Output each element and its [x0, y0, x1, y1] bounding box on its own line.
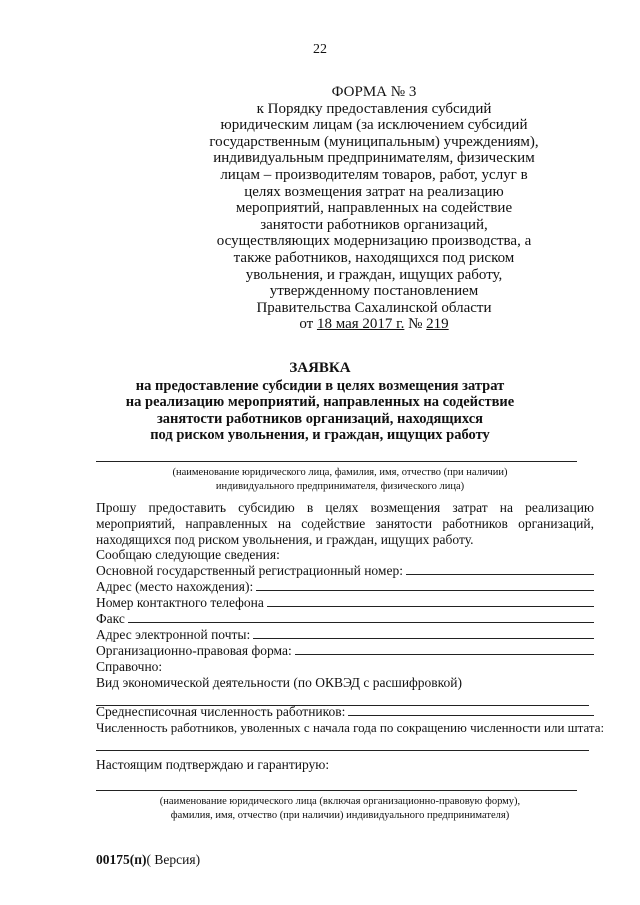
resolution-line — [200, 316, 548, 333]
form-header — [200, 84, 548, 333]
header-line: юридическим лицам (за исключением субсидий — [220, 117, 528, 134]
okved-label: Вид экономической деятельности (по ОКВЭД с расшифровкой) — [96, 675, 463, 690]
document-code: 00175(п) — [96, 852, 147, 867]
signature-line[interactable] — [96, 790, 577, 791]
info-intro: Сообщаю следующие сведения: — [96, 547, 280, 562]
headcount-field[interactable] — [96, 704, 594, 720]
reference-label: Справочно: — [96, 659, 163, 674]
ogrn-field[interactable] — [96, 563, 594, 579]
header-line: утвержденному постановлением — [269, 283, 479, 300]
application-title: ЗАЯВКА — [289, 360, 351, 376]
phone-field[interactable] — [96, 595, 594, 611]
caption-line: (наименование юридического лица (включая организационно-правовую форму), — [159, 796, 521, 807]
header-line: мероприятий, направленных на содействие — [235, 200, 513, 217]
resolution-number: 219 — [426, 316, 449, 333]
footer — [96, 852, 200, 868]
headcount-label: Среднесписочная численность работников: — [96, 704, 346, 719]
subtitle-line: на реализацию мероприятий, направленных на содействие — [125, 394, 515, 411]
address-field[interactable] — [96, 579, 594, 595]
header-line: к Порядку предоставления субсидий — [256, 100, 492, 117]
subtitle-line: на предоставление субсидии в целях возмещения затрат — [135, 378, 505, 394]
address-input-line[interactable] — [256, 579, 594, 591]
legal-form-input-line[interactable] — [295, 643, 594, 655]
header-line: увольнения, и граждан, ищущих работу, — [245, 266, 503, 283]
address-label: Адрес (место нахождения): — [96, 579, 254, 594]
phone-label: Номер контактного телефона — [96, 595, 264, 610]
confirm-label: Настоящим подтверждаю и гарантирую: — [96, 757, 330, 772]
caption-line: (наименование юридического лица, фамилия, имя, отчество (при наличии) — [172, 467, 508, 478]
request-paragraph: Прошу предоставить субсидию в целях возмещения затрат на реализацию мероприятий, направленных на содействие занятости работников организаций, находящихся под риском увольнения, и граждан, ищущих работу. — [96, 500, 594, 547]
legal-form-label: Организационно-правовая форма: — [96, 643, 292, 658]
dismissed-input-line[interactable] — [96, 750, 589, 751]
caption-line: индивидуального предпринимателя, физического лица) — [215, 480, 465, 492]
applicant-name-line[interactable] — [96, 461, 577, 462]
number-label: № — [404, 316, 427, 333]
signature-caption — [90, 795, 590, 822]
fax-input-line[interactable] — [128, 611, 594, 623]
subtitle-line: занятости работников организаций, находящихся — [156, 410, 484, 427]
applicant-caption — [90, 466, 590, 493]
dismissed-label: Численность работников, уволенных с начала года по сокращению численности или штата: — [96, 720, 605, 735]
header-line: лицам – производителям товаров, работ, услуг в — [220, 166, 528, 183]
caption-line: фамилия, имя, отчество (при наличии) индивидуального предпринимателя) — [170, 809, 510, 821]
application-subtitle — [120, 378, 520, 444]
header-line: целях возмещения затрат на реализацию — [244, 183, 504, 200]
date-prefix: от — [299, 316, 317, 333]
header-line: также работников, находящихся под риском — [233, 249, 515, 266]
page-number: 22 — [313, 42, 327, 57]
headcount-input-line[interactable] — [348, 704, 594, 716]
email-field[interactable] — [96, 627, 594, 643]
subtitle-line: под риском увольнения, и граждан, ищущих работу — [150, 427, 490, 444]
ogrn-label: Основной государственный регистрационный номер: — [96, 563, 403, 578]
header-line: Правительства Сахалинской области — [256, 299, 492, 316]
header-line: занятости работников организаций, — [260, 216, 488, 233]
version-label: ( Версия) — [146, 852, 201, 867]
phone-input-line[interactable] — [267, 595, 594, 607]
fax-label: Факс — [96, 611, 125, 626]
legal-form-field[interactable] — [96, 643, 594, 659]
header-line: индивидуальным предпринимателям, физическим — [213, 150, 535, 167]
header-line: осуществляющих модернизацию производства, а — [216, 233, 532, 250]
header-line: государственным (муниципальным) учреждениям), — [209, 133, 539, 150]
resolution-date: 18 мая 2017 г. — [316, 316, 405, 333]
email-label: Адрес электронной почты: — [96, 627, 251, 642]
email-input-line[interactable] — [253, 627, 594, 639]
form-title: ФОРМА № 3 — [331, 84, 417, 100]
ogrn-input-line[interactable] — [406, 563, 594, 575]
fax-field[interactable] — [96, 611, 594, 627]
